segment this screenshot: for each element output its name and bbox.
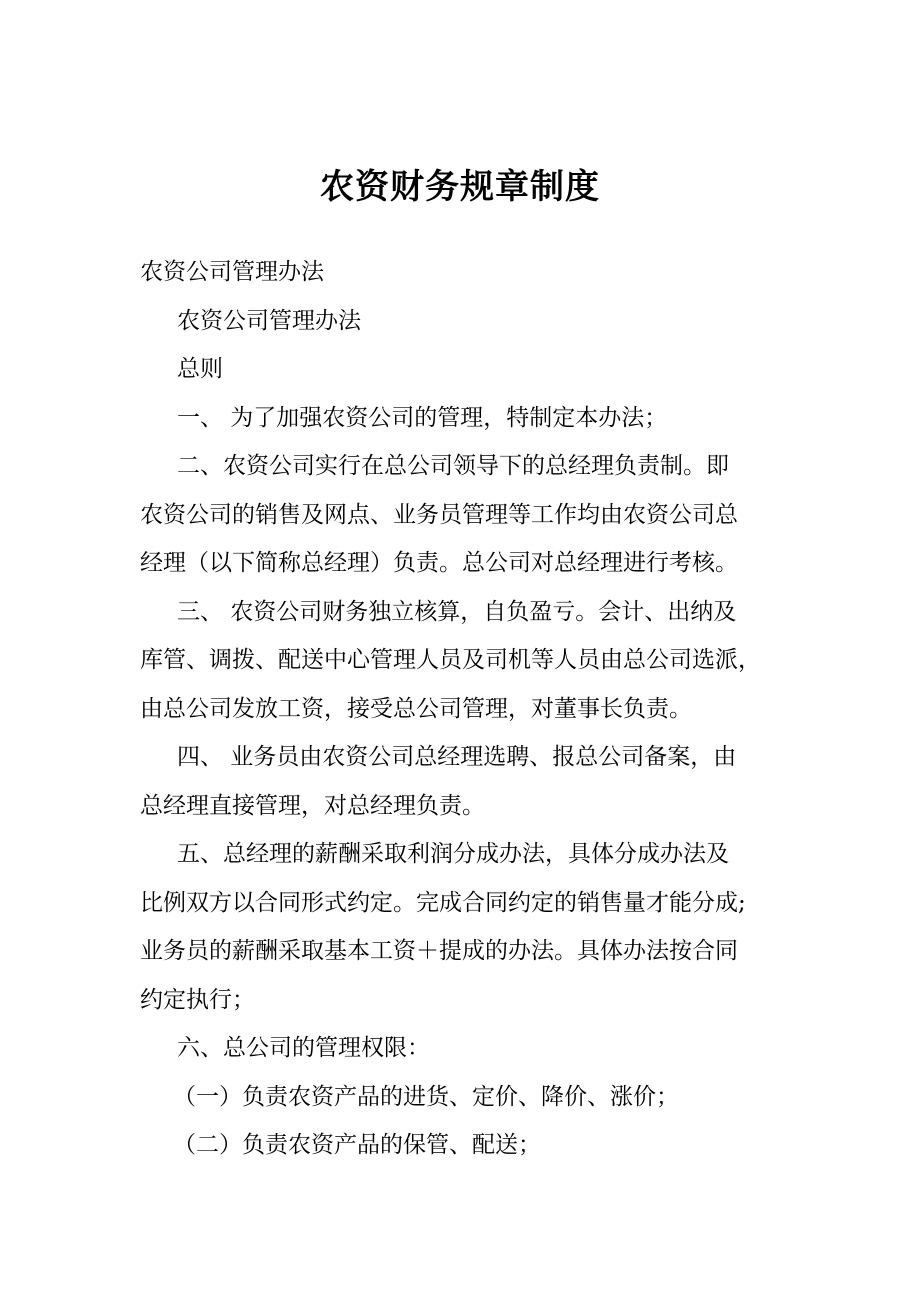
- paragraph-line: 六、总公司的管理权限：: [177, 1035, 430, 1061]
- list-item: （一）负责农资产品的进货、定价、降价、涨价；: [173, 1083, 679, 1110]
- list-item: （二）负责农资产品的保管、配送；: [173, 1132, 541, 1158]
- paragraph-line: 约定执行；: [140, 986, 255, 1013]
- document-title: 农资财务规章制度: [320, 167, 600, 207]
- paragraph-line: 业务员的薪酬采取基本工资＋提成的办法。具体办法按合同: [140, 938, 738, 964]
- paragraph-line: 四、 业务员由农资公司总经理选聘、报总公司备案，由: [177, 744, 737, 770]
- paragraph-line: 二、农资公司实行在总公司领导下的总经理负责制。即: [177, 453, 729, 479]
- paragraph-line: 比例双方以合同形式约定。完成合同约定的销售量才能分成;: [140, 889, 746, 916]
- paragraph-line: 经理（以下简称总经理）负责。总公司对总经理进行考核。: [140, 550, 738, 576]
- paragraph-line: 库管、调拨、配送中心管理人员及司机等人员由总公司选派，: [140, 647, 761, 673]
- paragraph-line: 五、总经理的薪酬采取利润分成办法，具体分成办法及: [177, 841, 729, 867]
- sub-heading: 农资公司管理办法: [177, 307, 361, 334]
- paragraph-line: 由总公司发放工资，接受总公司管理，对董事长负责。: [140, 695, 692, 722]
- paragraph-line: 总经理直接管理，对总经理负责。: [140, 792, 485, 819]
- section-heading: 农资公司管理办法: [140, 259, 324, 285]
- paragraph-line: 三、 农资公司财务独立核算，自负盈亏。会计、出纳及: [177, 598, 737, 625]
- general-provisions-heading: 总则: [177, 356, 223, 382]
- paragraph-line: 一、 为了加强农资公司的管理，特制定本办法；: [177, 404, 668, 431]
- document-body: [140, 248, 782, 1170]
- paragraph-line: 农资公司的销售及网点、业务员管理等工作均由农资公司总: [140, 501, 738, 528]
